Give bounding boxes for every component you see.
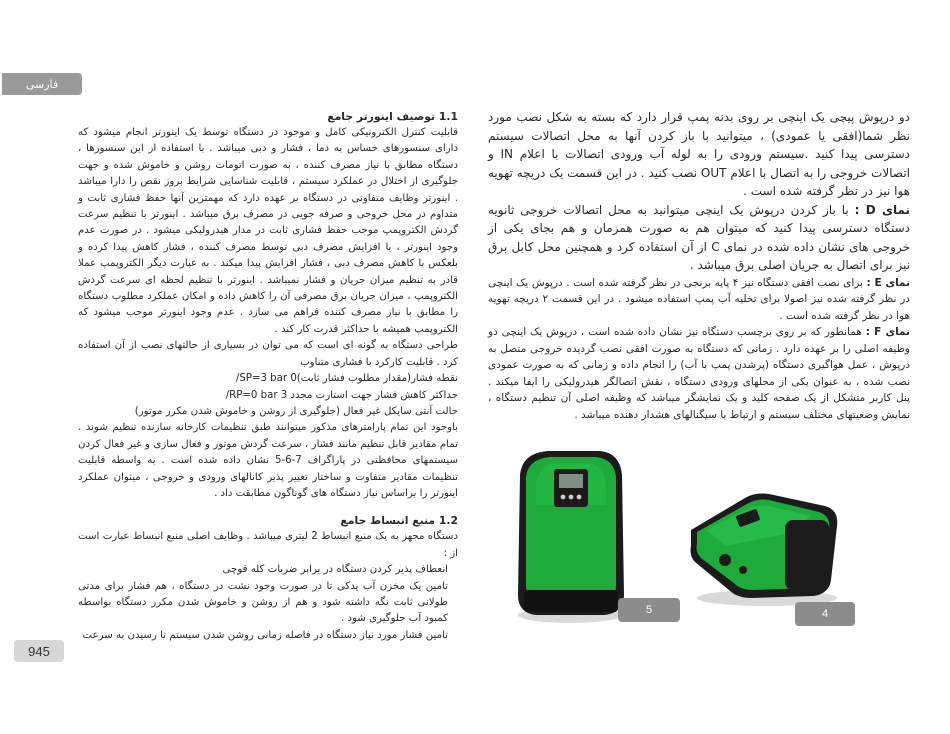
restart-pressure-line: حداکثر کاهش فشار جهت استارت مجدد RP=0 bar 3/	[225, 389, 458, 401]
section-heading-expansion-tank: 1.2 منبع انبساط جامع	[340, 514, 458, 528]
figure-label: 5	[618, 598, 680, 622]
view-e-text: برای نصب افقی دستگاه نیز ۴ پایه برنجی در نظر گرفته شده است . درپوش یک اینچی در نظر گرفته شده نیز اصولا برای تخلیه آب پمپ استفاده میشود . در این قسمت ۲ دریچه تهویه هوا در نظر گرفته شده است .	[488, 276, 910, 322]
paragraph-connections: دو درپوش پیچی یک اینچی بر روی بدنه پمپ قرار دارد که بسته به شکل نصب مورد نظر شما(افقی یا عمودی) ، میتوانید با باز کردن آنها به محل اتصالات سیستم دسترسی پیدا کنید .سیستم ورودی را به لوله آب ورودی اتصالات با اعلام IN و اتصالات خروجی را به اتصال با اعلام OUT نصب کنید . در این قسمت یک دریچه تهویه هوا نیز در نظر گرفته شده است .	[488, 110, 910, 198]
view-d-text: با باز کردن درپوش یک اینچی میتوانید به محل اتصالات خروجی ثانویه دستگاه دسترسی پیدا کنید که میتوان هم به صورت همزمان و هم بجای یکی از خروجی های نشان داده شده در نمای C از آن استفاده کرد و همچنین محل کابل برق نیز برای اتصال به جریان اصلی برق میباشد .	[488, 202, 910, 272]
pump-horizontal-illustration	[685, 480, 843, 610]
paragraph-view-e	[488, 275, 910, 325]
figure-label: 4	[795, 602, 855, 626]
list-item: انعطاف پذیر کردن دستگاه در برابر ضربات کله قوچی	[222, 564, 448, 576]
right-column	[488, 108, 910, 423]
page-number: 945	[14, 640, 64, 662]
paragraph-design: طراحی دستگاه به گونه ای است که می توان در بسیاری از حالتهای نصب از آن استفاده کرد . قابلیت کارکرد با فشاری متناوب	[78, 340, 458, 368]
view-f-text: همانطور که بر روی برچسب دستگاه نیز نشان داده شده است ، درپوش یک اینچی دو وظیفه اصلی را بر عهده دارد . زمانی که دستگاه به صورت افقی نصب گردیده خروجی متصل به درپوش ، عمل هواگیری دستگاه (پرشدن پمپ با آب) را انجام داده و زمانی که به صورت عمودی نصب شده ، به عنوان یکی از محلهای ورودی دستگاه ، نقش اتصالگر هیدرولیکی را ایفا میکند . پنل کاربر متشکل از یک صفحه کلید و یک نمایشگر میباشد که وظیفه اصلی آن تنظیم دستگاه ، نمایش وضعیتهای مختلف سیستم و ارتباط با سیگنالهای هشدار دهنده میباشد .	[488, 326, 910, 421]
section-heading-inverter: 1.1 توصیف اینورتر جامع	[327, 110, 458, 123]
paragraph-expansion-tank: دستگاه مجهز به یک منبع انبساط 2 لیتری میباشد . وظایف اصلی منبع انبساط عبارت است از :	[78, 531, 458, 559]
view-e-label: نمای E :	[866, 276, 910, 289]
left-column	[78, 108, 458, 644]
setpoint-line: نقطه فشار(مقدار مطلوب فشار ثابت)SP=3 bar 0/	[235, 373, 458, 385]
paragraph-view-d	[488, 201, 910, 275]
language-tab[interactable]: فارسی	[2, 73, 82, 95]
list-item: تامین فشار مورد نیاز دستگاه در فاصله زمانی روشن شدن سیستم تا رسیدن به سرعت	[82, 629, 448, 641]
paragraph-parameters: باوجود این تمام پارامترهای مذکور میتوانند طبق تنظیمات کارخانه سازنده تنظیم شوند . تمام مقادیر قابل تنظیم مانند فشار ، سرعت گردش موتور و فعال سازی و غیر فعال کردن سیستمهای محافظتی در پاراگراف 7-6-5 نشان داده شده است . به واسطه قابلیت تنظیمات مقادیر متفاوت و ساختار تغییر پذیر کانالهای ورودی و خروجی ، میتوان عملکرد اینورتر را براساس نیاز دستگاه های گوناگون مطابقت داد .	[78, 422, 459, 499]
pump-vertical-illustration	[508, 445, 633, 625]
paragraph-inverter-description: قابلیت کنترل الکترونیکی کامل و موجود در دستگاه توسط یک اینورتر انجام میشود که دارای سنسورهای حساس به دما ، فشار و دبی میباشد . با استفاده از این سنسورها ، دستگاه مطابق با نیاز مصرف کننده ، به صورت اتومات روشن و خاموش شده و جهت جلوگیری از اختلال در عملکرد سیستم ، قابلیت شناسایی شرایط بروز نقص را دارا میباشد . اینورتر وظایف متفاوتی در دستگاه بر عهده دارد که مهمترین آنها حفظ فشاری ثابت و متداوم در محل خروجی و صرفه جویی در مصرف برق میباشد . اینورتر با تنظیم سرعت گردش الکتروپمپ موجب حفظ فشاری ثابت در مدار هیدرولیکی میشود . در صورت عدم وجود اینورتر ، با افزایش مصرف دبی توسط مصرف کننده ، فشار کاهش پیدا کرده و بلعکس با کاهش مصرف دبی ، فشار افزایش پیدا میکند . به عبارت دیگر الکتروپمپ عملا قادر به تنظیم میزان جریان و فشار نمیباشد . اینورتر با تنظیم لحظه ای سرعت گردش الکتروپمپ ، میزان جریان برق مصرفی آن را کاهش داده و امکان عملکرد مطلوب دستگاه را مطابق با نیاز مصرف کننده فراهم می سازد . عدم وجود اینورتر موجب میشود که الکتروپمپ همیشه با حداکثر قدرت کار کند .	[78, 127, 458, 335]
view-d-label: نمای D :	[854, 202, 911, 217]
paragraph-view-f	[488, 324, 910, 423]
view-f-label: نمای F :	[865, 326, 910, 338]
list-item: تامین یک مخزن آب یدکی تا در صورت وجود نشت در دستگاه ، هم فشار برای مدتی طولانی ثابت نگه داشته شود و هم از روشن و خاموش شدن مکرر دستگاه بواسطه کمبود آب جلوگیری شود .	[78, 580, 448, 625]
anticycle-line: حالت آنتی سایکل غیر فعال (جلوگیری از روشن و خاموش شدن مکرر موتور)	[134, 405, 458, 417]
